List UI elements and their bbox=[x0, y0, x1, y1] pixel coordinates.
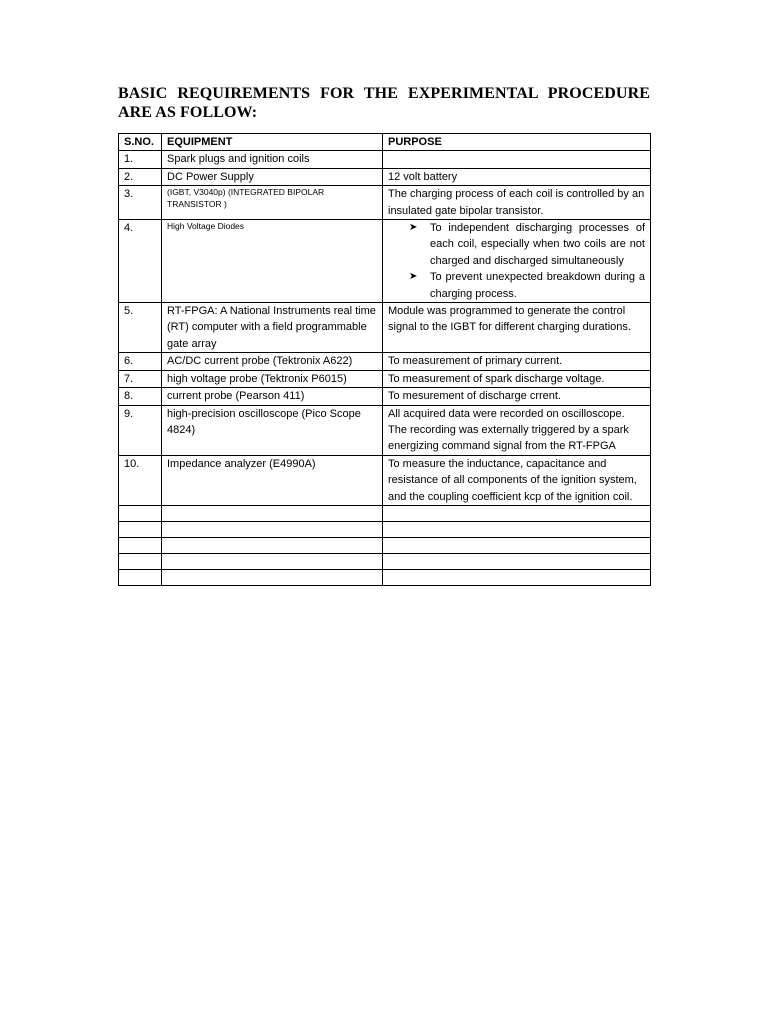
cell-sno bbox=[119, 553, 162, 569]
header-equipment: EQUIPMENT bbox=[162, 134, 383, 151]
cell-purpose bbox=[383, 569, 651, 585]
header-sno: S.NO. bbox=[119, 134, 162, 151]
cell-equipment bbox=[162, 186, 383, 220]
table-row bbox=[119, 151, 651, 168]
cell-sno: 8. bbox=[119, 388, 162, 405]
table-row bbox=[119, 388, 651, 405]
cell-equipment bbox=[162, 569, 383, 585]
empty-table-row bbox=[119, 521, 651, 537]
cell-sno: 7. bbox=[119, 370, 162, 387]
cell-equipment: Spark plugs and ignition coils bbox=[162, 151, 383, 168]
bullet-text: To prevent unexpected breakdown during a charging process. bbox=[430, 271, 645, 300]
cell-purpose: To measurement of primary current. bbox=[383, 353, 651, 370]
cell-equipment: DC Power Supply bbox=[162, 168, 383, 185]
cell-purpose: The charging process of each coil is controlled by an insulated gate bipolar transistor. bbox=[383, 186, 651, 220]
cell-sno: 6. bbox=[119, 353, 162, 370]
empty-table-row bbox=[119, 537, 651, 553]
cell-purpose: 12 volt battery bbox=[383, 168, 651, 185]
cell-equipment bbox=[162, 220, 383, 303]
cell-purpose bbox=[383, 521, 651, 537]
cell-purpose bbox=[383, 537, 651, 553]
cell-equipment: high-precision oscilloscope (Pico Scope 4824) bbox=[162, 405, 383, 455]
cell-purpose bbox=[383, 220, 651, 303]
cell-sno: 2. bbox=[119, 168, 162, 185]
list-item bbox=[388, 269, 645, 302]
cell-sno: 4. bbox=[119, 220, 162, 303]
cell-sno bbox=[119, 569, 162, 585]
cell-sno bbox=[119, 521, 162, 537]
empty-table-row bbox=[119, 569, 651, 585]
bullet-text: To independent discharging processes of each coil, especially when two coils are not charged and discharged simultaneously bbox=[430, 222, 645, 267]
table-header-row bbox=[119, 134, 651, 151]
purpose-bullet-list bbox=[388, 220, 645, 302]
header-purpose: PURPOSE bbox=[383, 134, 651, 151]
cell-equipment: Impedance analyzer (E4990A) bbox=[162, 455, 383, 505]
cell-sno: 5. bbox=[119, 303, 162, 353]
cell-equipment bbox=[162, 537, 383, 553]
cell-purpose: Module was programmed to generate the control signal to the IGBT for different charging durations. bbox=[383, 303, 651, 353]
cell-sno bbox=[119, 537, 162, 553]
cell-equipment: AC/DC current probe (Tektronix A622) bbox=[162, 353, 383, 370]
cell-equipment bbox=[162, 521, 383, 537]
table-row bbox=[119, 353, 651, 370]
cell-sno bbox=[119, 505, 162, 521]
equipment-small-text: High Voltage Diodes bbox=[167, 221, 245, 232]
cell-equipment: high voltage probe (Tektronix P6015) bbox=[162, 370, 383, 387]
table-row bbox=[119, 168, 651, 185]
cell-equipment bbox=[162, 553, 383, 569]
cell-purpose bbox=[383, 505, 651, 521]
table-row bbox=[119, 455, 651, 505]
cell-purpose: To measure the inductance, capacitance and resistance of all components of the ignition system, and the coupling coefficient kcp of the ignition coil. bbox=[383, 455, 651, 505]
table-row bbox=[119, 303, 651, 353]
table-row bbox=[119, 405, 651, 455]
arrowhead-bullet-icon: ➤ bbox=[409, 222, 418, 234]
cell-sno: 9. bbox=[119, 405, 162, 455]
cell-equipment: RT-FPGA: A National Instruments real time (RT) computer with a field programmable gate array bbox=[162, 303, 383, 353]
table-row bbox=[119, 370, 651, 387]
cell-equipment bbox=[162, 505, 383, 521]
table-row bbox=[119, 220, 651, 303]
cell-equipment: current probe (Pearson 411) bbox=[162, 388, 383, 405]
cell-purpose: All acquired data were recorded on oscilloscope. The recording was externally triggered by a spark energizing command signal from the RT-FPGA bbox=[383, 405, 651, 455]
cell-purpose bbox=[383, 151, 651, 168]
cell-purpose: To mesurement of discharge crrent. bbox=[383, 388, 651, 405]
equipment-table bbox=[118, 133, 651, 586]
equipment-small-text: (IGBT, V3040p) (INTEGRATED BIPOLAR TRANSISTOR ) bbox=[167, 187, 325, 209]
cell-purpose: To measurement of spark discharge voltage. bbox=[383, 370, 651, 387]
empty-table-row bbox=[119, 553, 651, 569]
cell-sno: 3. bbox=[119, 186, 162, 220]
document-title: BASIC REQUIREMENTS FOR THE EXPERIMENTAL PROCEDURE ARE AS FOLLOW: bbox=[118, 85, 650, 121]
document-page bbox=[118, 84, 650, 586]
table-row bbox=[119, 186, 651, 220]
empty-table-row bbox=[119, 505, 651, 521]
arrowhead-bullet-icon: ➤ bbox=[409, 271, 418, 283]
cell-sno: 1. bbox=[119, 151, 162, 168]
cell-sno: 10. bbox=[119, 455, 162, 505]
list-item bbox=[388, 220, 645, 269]
cell-purpose bbox=[383, 553, 651, 569]
